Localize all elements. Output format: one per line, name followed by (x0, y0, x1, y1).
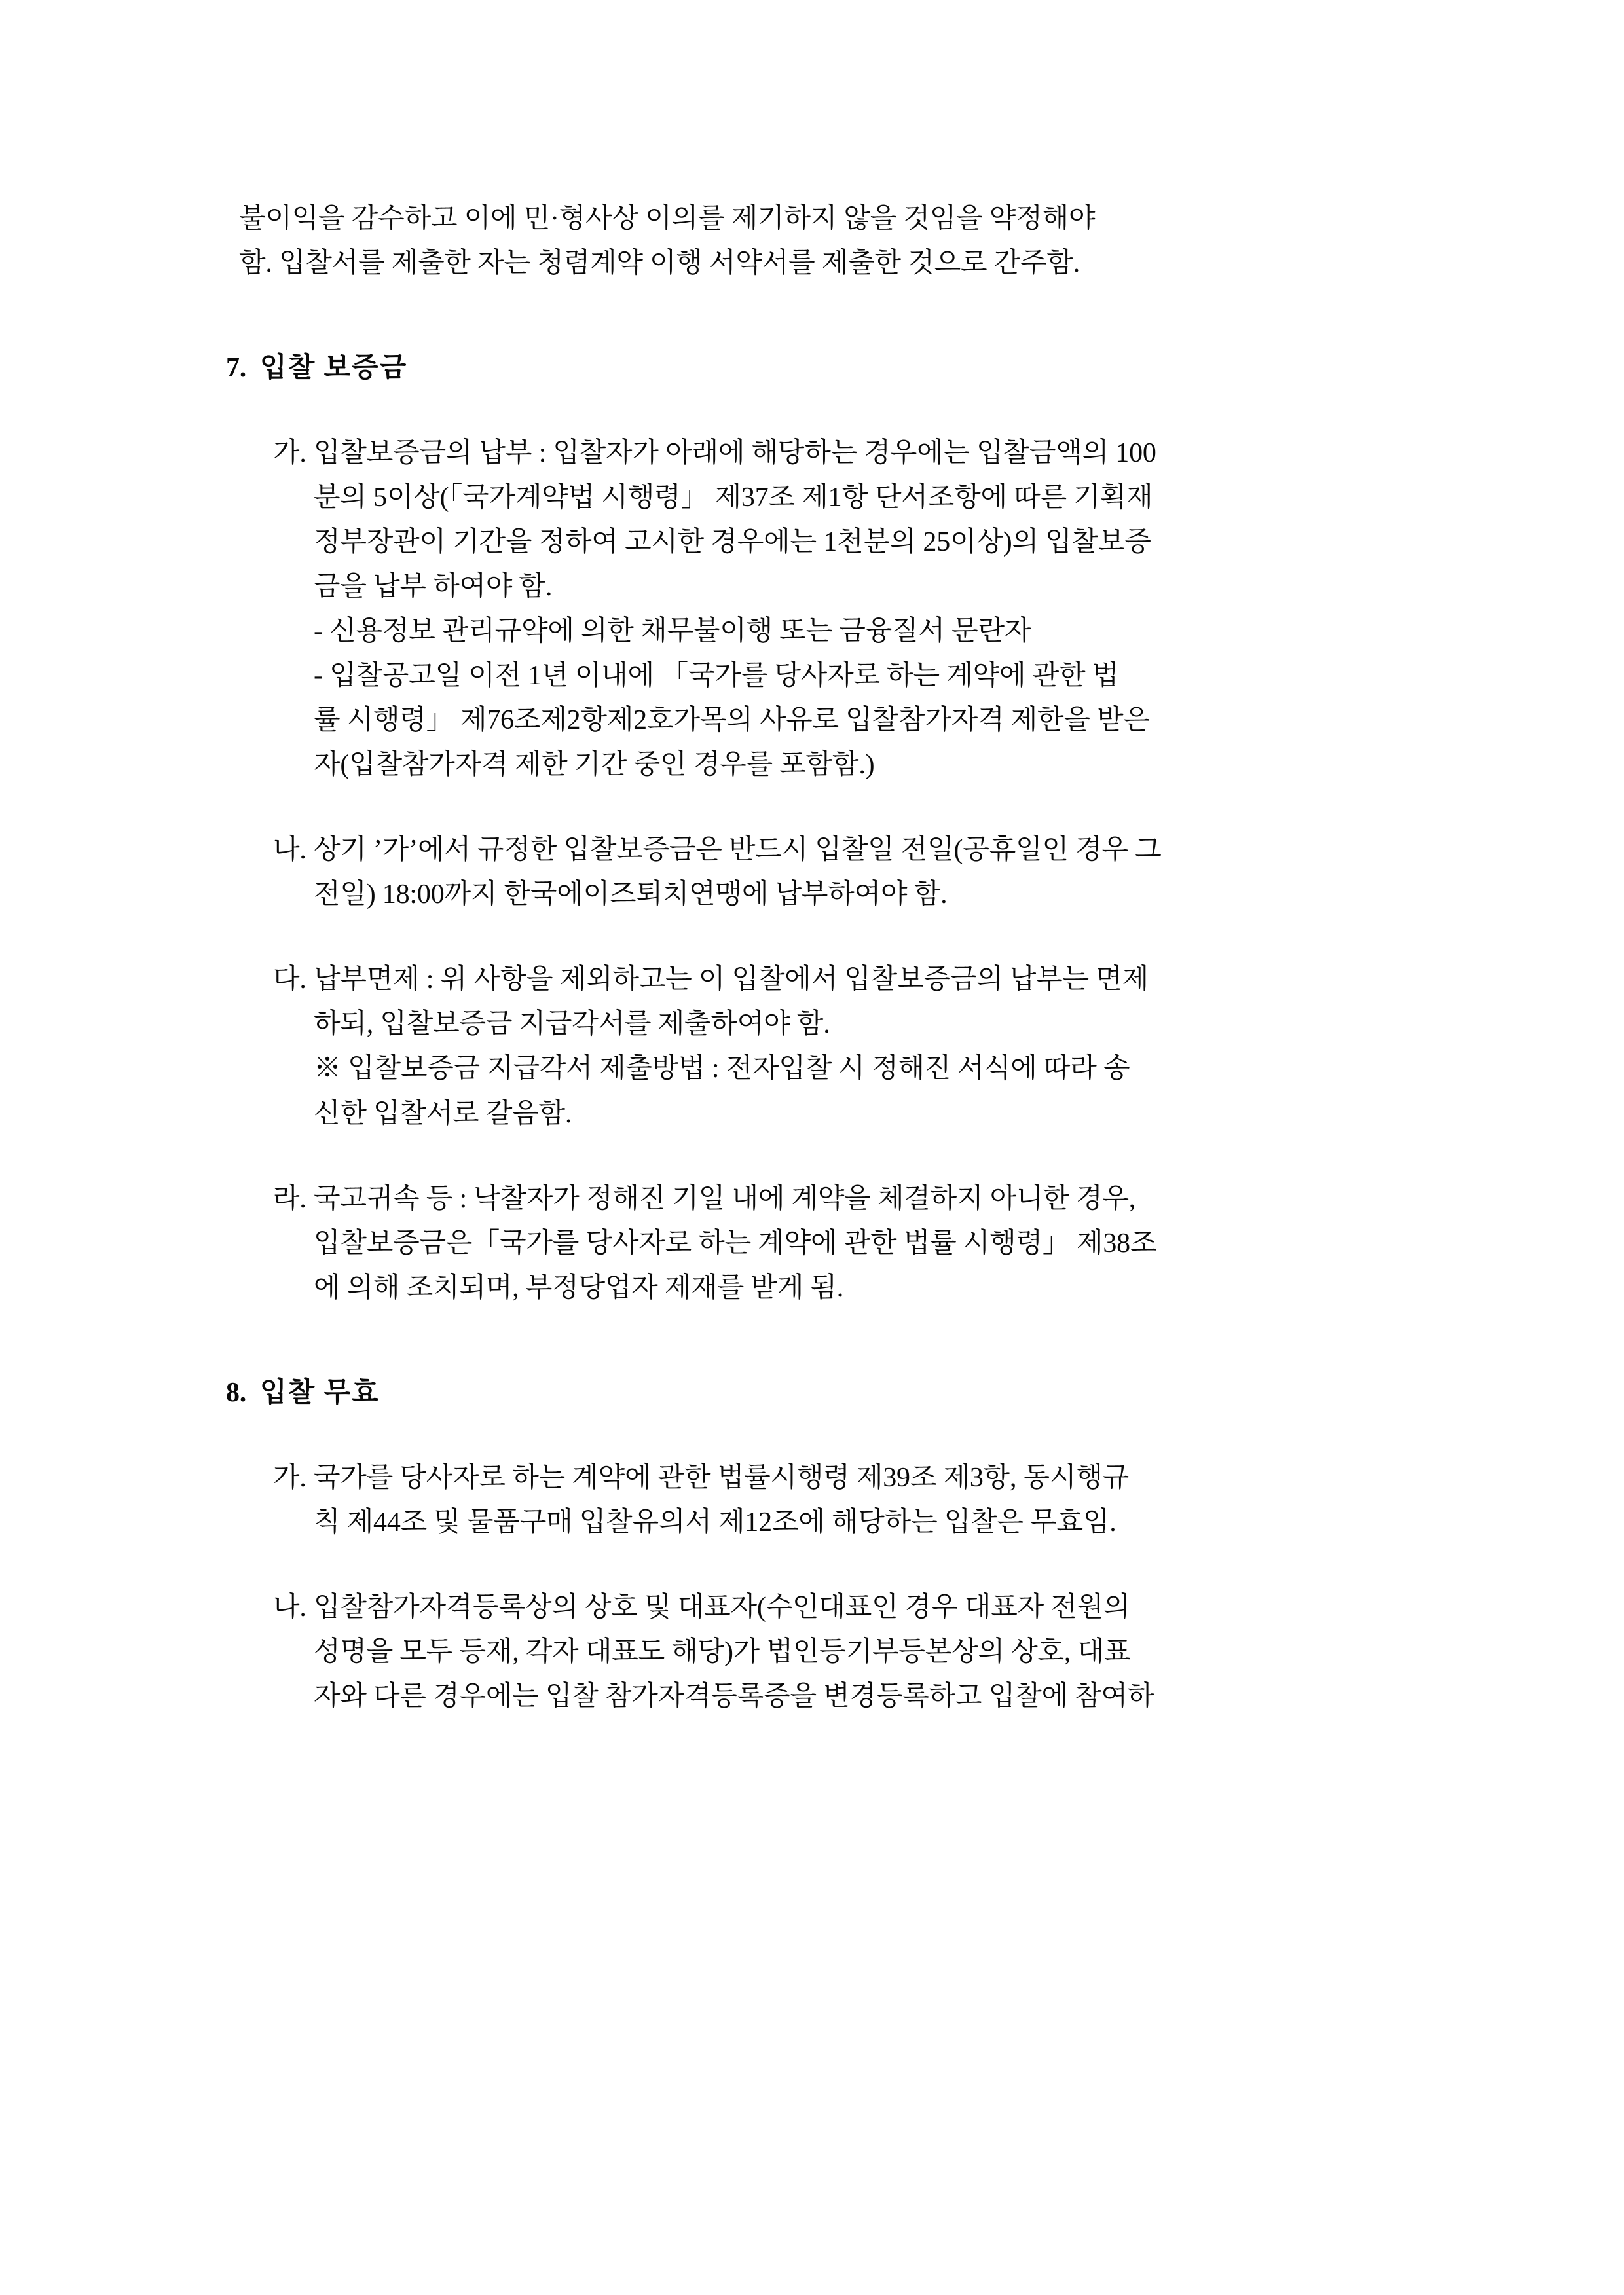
intro-paragraph (239, 196, 1398, 285)
text-line: 납부면제 : 위 사항을 제외하고는 이 입찰에서 입찰보증금의 납부는 면제 (314, 964, 1149, 995)
text-line: 불이익을 감수하고 이에 민·형사상 이의를 제기하지 않을 것임을 약정해야 (239, 204, 1096, 234)
text-line: 입찰참가자격등록상의 상호 및 대표자(수인대표인 경우 대표자 전원의 (314, 1592, 1130, 1623)
item-body (314, 1177, 1398, 1310)
text-line: 률 시행령」 제76조제2항제2호가목의 사유로 입찰참가자격 제한을 받은 (314, 705, 1150, 736)
item-body (314, 1585, 1398, 1719)
text-line: 함. 입찰서를 제출한 자는 청렴계약 이행 서약서를 제출한 것으로 간주함. (239, 248, 1080, 279)
text-line: - 입찰공고일 이전 1년 이내에 「국가를 당사자로 하는 계약에 관한 법 (314, 661, 1119, 691)
item-marker: 다. (273, 964, 306, 995)
text-line: 금을 납부 하여야 함. (314, 572, 553, 602)
text-line: 성명을 모두 등재, 각자 대표도 해당)가 법인등기부등본상의 상호, 대표 (314, 1636, 1131, 1667)
text-line: 자와 다른 경우에는 입찰 참가자격등록증을 변경등록하고 입찰에 참여하 (314, 1681, 1154, 1712)
text-line: 상기 ’가’에서 규정한 입찰보증금은 반드시 입찰일 전일(공휴일인 경우 그 (314, 835, 1162, 866)
list-item (226, 431, 1398, 787)
list-item (226, 1177, 1398, 1310)
section-title: 입찰 보증금 (260, 353, 408, 384)
section-title: 입찰 무효 (260, 1377, 380, 1408)
section-heading-7 (226, 346, 1398, 390)
item-marker: 가. (273, 438, 306, 469)
text-line: 자(입찰참가자격 제한 기간 중인 경우를 포함함.) (314, 750, 875, 780)
section-number: 8. (226, 1377, 247, 1408)
text-line: 에 의해 조치되며, 부정당업자 제재를 받게 됨. (314, 1272, 844, 1303)
item-body (314, 957, 1398, 1135)
item-marker: 나. (273, 1592, 306, 1623)
list-item (226, 1585, 1398, 1719)
item-marker: 나. (273, 835, 306, 866)
list-item (226, 828, 1398, 917)
text-line: 입찰보증금의 납부 : 입찰자가 아래에 해당하는 경우에는 입찰금액의 100 (314, 438, 1156, 469)
text-line: 국가를 당사자로 하는 계약에 관한 법률시행령 제39조 제3항, 동시행규 (314, 1462, 1130, 1493)
list-item (226, 957, 1398, 1135)
item-marker: 라. (273, 1183, 306, 1214)
text-line: - 신용정보 관리규약에 의한 채무불이행 또는 금융질서 문란자 (314, 616, 1031, 647)
document-body (226, 196, 1398, 1719)
text-line: 하되, 입찰보증금 지급각서를 제출하여야 함. (314, 1009, 830, 1040)
text-line: 입찰보증금은「국가를 당사자로 하는 계약에 관한 법률 시행령」 제38조 (314, 1228, 1157, 1258)
list-item (226, 1456, 1398, 1545)
section-heading-8 (226, 1370, 1398, 1415)
text-line: ※ 입찰보증금 지급각서 제출방법 : 전자입찰 시 정해진 서식에 따라 송 (314, 1054, 1130, 1084)
text-line: 국고귀속 등 : 낙찰자가 정해진 기일 내에 계약을 체결하지 아니한 경우, (314, 1183, 1136, 1214)
item-body (314, 828, 1398, 917)
section-number: 7. (226, 353, 247, 384)
text-line: 분의 5이상(「국가계약법 시행령」 제37조 제1항 단서조항에 따른 기획재 (314, 483, 1153, 513)
text-line: 신한 입찰서로 갈음함. (314, 1098, 572, 1129)
text-line: 정부장관이 기간을 정하여 고시한 경우에는 1천분의 25이상)의 입찰보증 (314, 527, 1151, 558)
item-body (314, 431, 1398, 787)
item-marker: 가. (273, 1462, 306, 1493)
text-line: 전일) 18:00까지 한국에이즈퇴치연맹에 납부하여야 함. (314, 879, 948, 910)
text-line: 칙 제44조 및 물품구매 입찰유의서 제12조에 해당하는 입찰은 무효임. (314, 1507, 1116, 1537)
item-body (314, 1456, 1398, 1545)
